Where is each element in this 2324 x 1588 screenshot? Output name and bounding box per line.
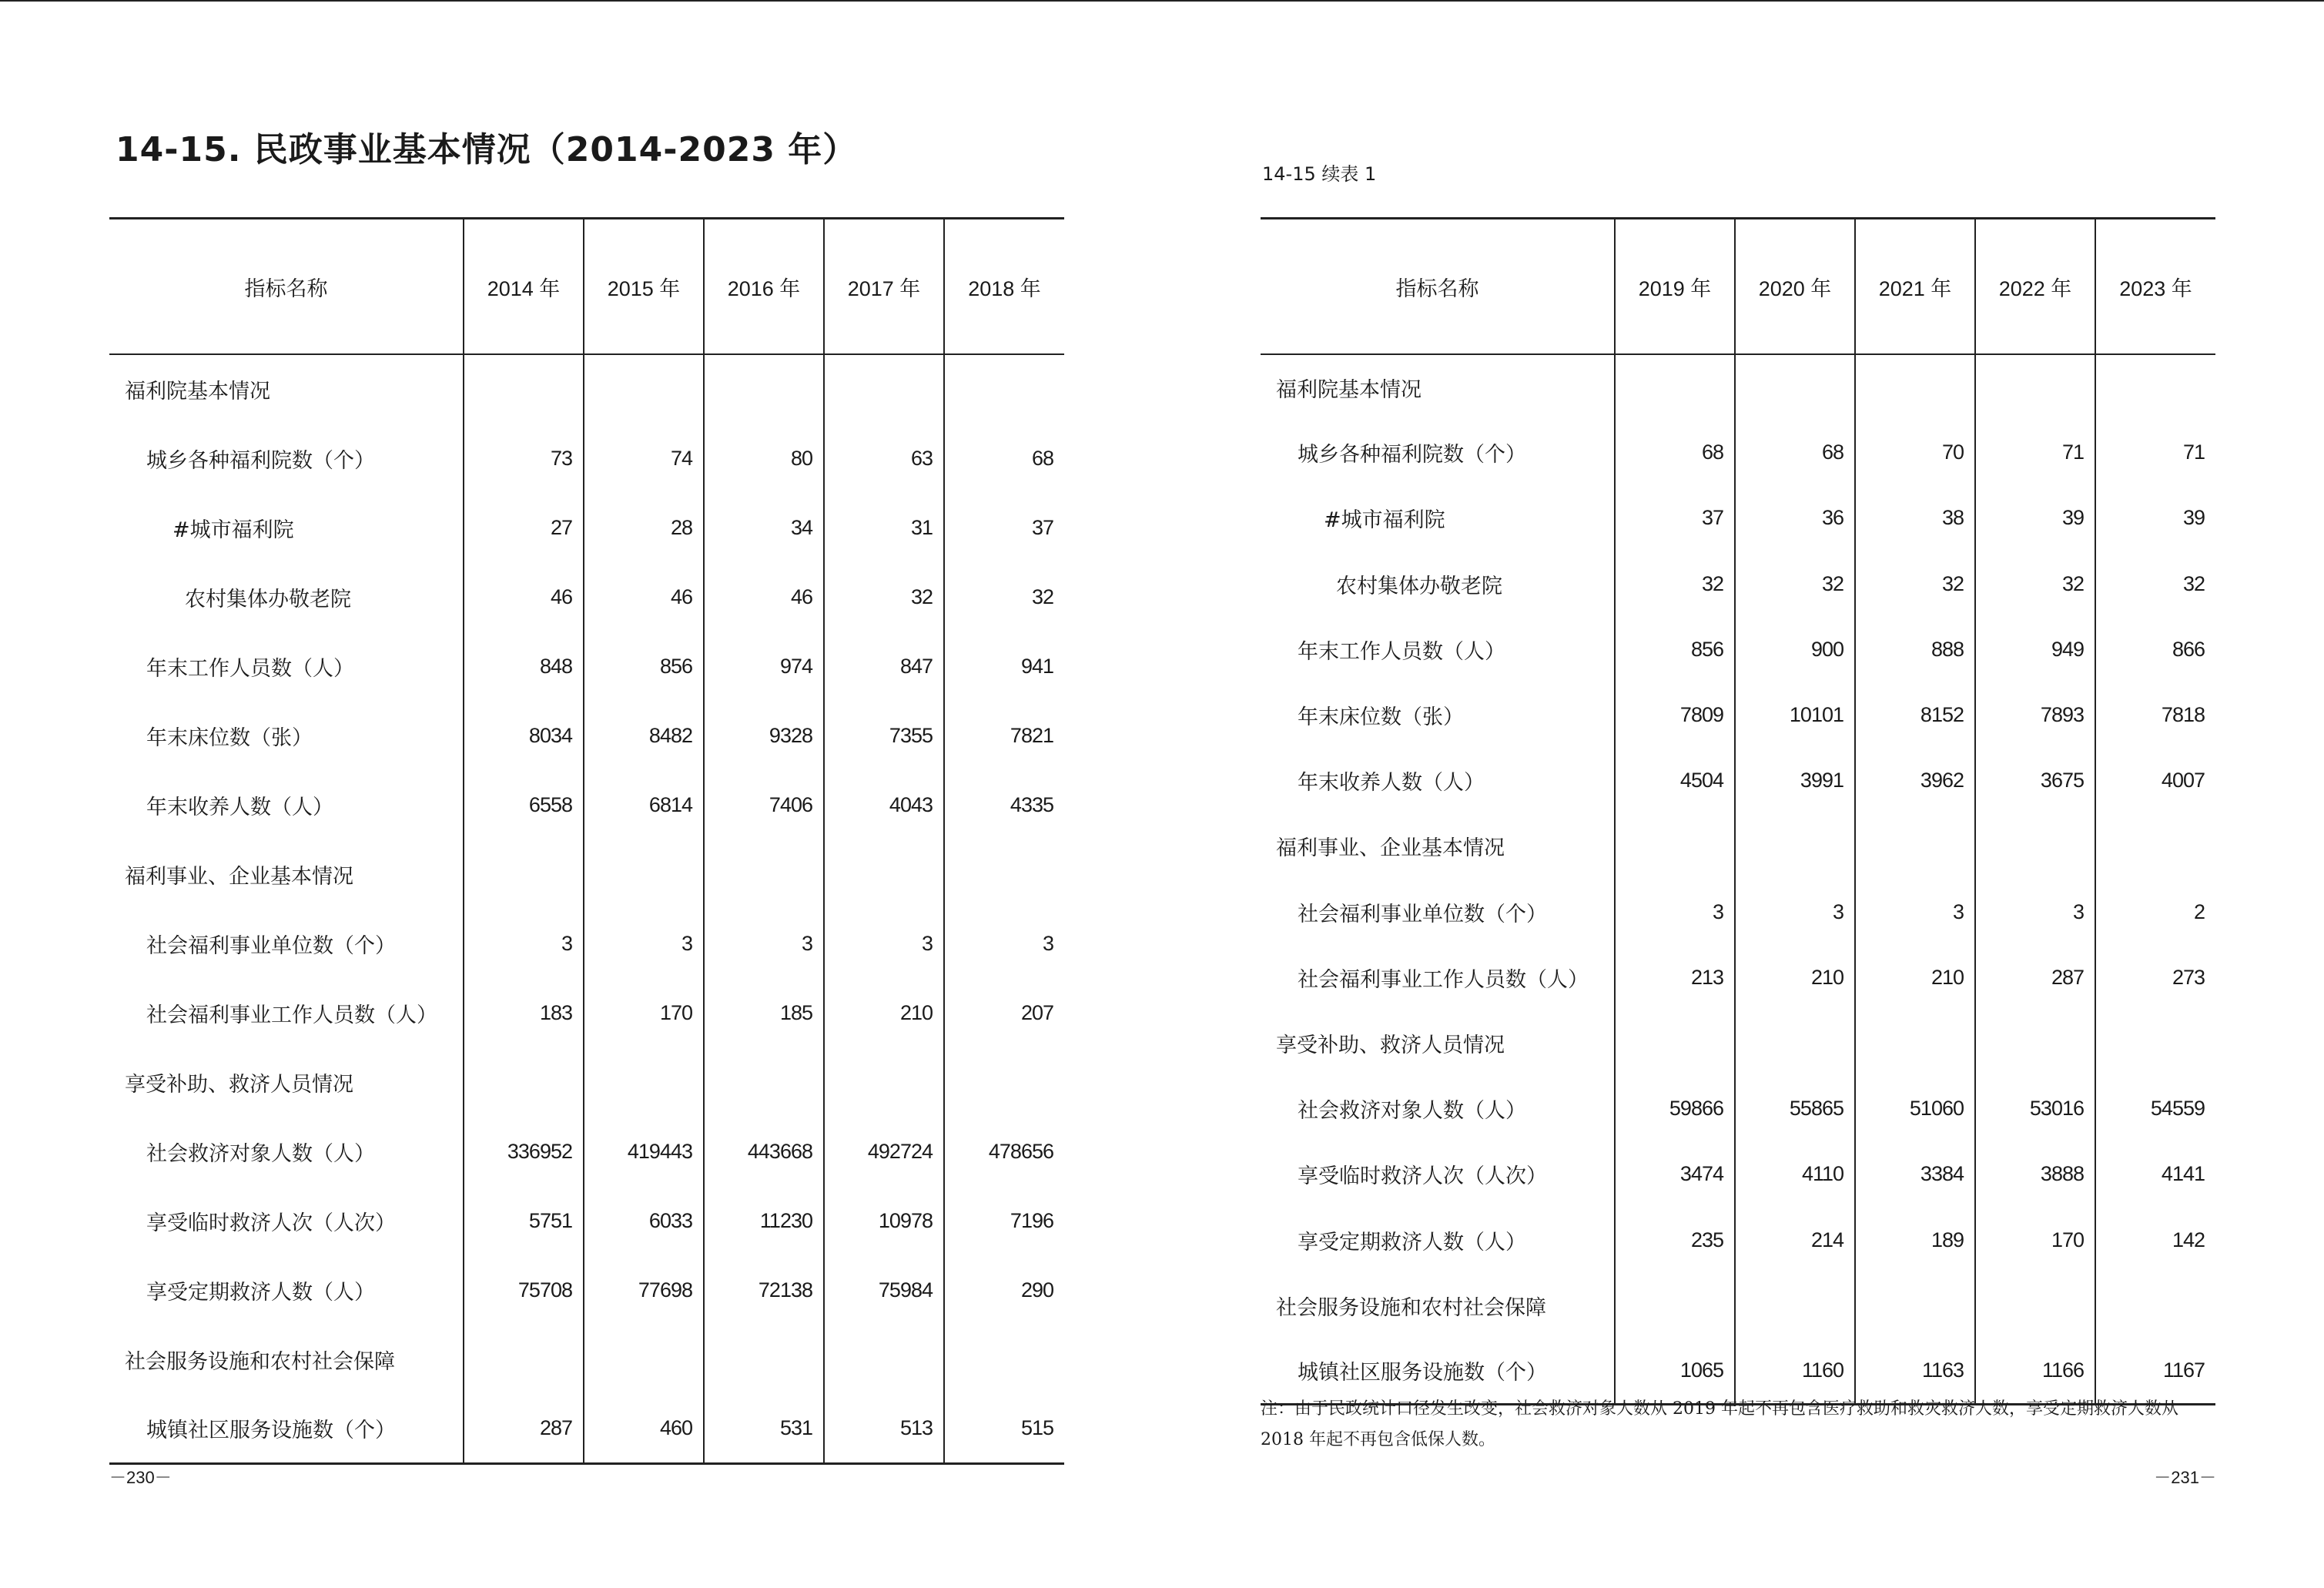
table-row xyxy=(109,770,1064,839)
value-cell: 37 xyxy=(944,493,1064,562)
section-heading: 福利事业、企业基本情况 xyxy=(1276,836,1505,861)
value-cell: 32 xyxy=(944,562,1064,632)
value-cell: 273 xyxy=(2095,945,2215,1010)
indicator-label: 年末床位数（张） xyxy=(1298,705,1464,730)
value-cell: 4335 xyxy=(944,770,1064,839)
value-cell: 8152 xyxy=(1855,682,1975,748)
value-cell: 68 xyxy=(1615,420,1735,485)
value-cell xyxy=(704,839,824,909)
section-heading: 社会服务设施和农村社会保障 xyxy=(125,1349,395,1374)
value-cell xyxy=(464,354,584,424)
value-cell: 7196 xyxy=(944,1186,1064,1255)
indicator-label: #城市福利院 xyxy=(172,518,294,542)
continuation-title: 14-15 续表 1 xyxy=(1262,163,1377,185)
value-cell: 531 xyxy=(704,1394,824,1463)
header-year: 2023 年 xyxy=(2095,219,2215,355)
value-cell: 7821 xyxy=(944,701,1064,770)
value-cell: 419443 xyxy=(584,1117,704,1186)
value-cell: 1163 xyxy=(1855,1338,1975,1404)
value-cell: 941 xyxy=(944,632,1064,701)
page-number: －230－ xyxy=(109,1468,172,1487)
value-cell xyxy=(1615,354,1735,420)
section-heading: 社会服务设施和农村社会保障 xyxy=(1276,1295,1546,1320)
value-cell: 68 xyxy=(944,424,1064,493)
value-cell: 75708 xyxy=(464,1255,584,1325)
indicator-label: 社会救济对象人数（人） xyxy=(146,1141,375,1166)
table-section-row xyxy=(1261,1010,2215,1076)
table-section-row xyxy=(1261,1273,2215,1338)
value-cell: 287 xyxy=(464,1394,584,1463)
value-cell: 36 xyxy=(1735,485,1855,551)
value-cell: 71 xyxy=(2095,420,2215,485)
table-row xyxy=(109,493,1064,562)
value-cell: 235 xyxy=(1615,1207,1735,1272)
header-year: 2022 年 xyxy=(1975,219,2095,355)
table-row xyxy=(109,1255,1064,1325)
header-indicator-name: 指标名称 xyxy=(1261,219,1615,355)
indicator-label: 社会福利事业单位数（个） xyxy=(146,933,396,958)
value-cell: 80 xyxy=(704,424,824,493)
indicator-label: 城镇社区服务设施数（个） xyxy=(146,1418,396,1442)
value-cell: 10978 xyxy=(824,1186,944,1255)
value-cell: 7809 xyxy=(1615,682,1735,748)
indicator-label: 农村集体办敬老院 xyxy=(185,587,351,611)
indicator-label: 年末收养人数（人） xyxy=(1298,771,1485,796)
value-cell: 28 xyxy=(584,493,704,562)
table-row xyxy=(109,632,1064,701)
value-cell xyxy=(944,1047,1064,1117)
table-section-row xyxy=(1261,813,2215,879)
value-cell xyxy=(704,1325,824,1394)
value-cell: 4141 xyxy=(2095,1141,2215,1207)
table-header-row xyxy=(1261,219,2215,355)
value-cell xyxy=(1735,354,1855,420)
value-cell: 32 xyxy=(1855,551,1975,617)
value-cell: 856 xyxy=(584,632,704,701)
value-cell: 32 xyxy=(1615,551,1735,617)
table-row xyxy=(1261,748,2215,813)
value-cell xyxy=(944,1325,1064,1394)
value-cell xyxy=(584,1047,704,1117)
value-cell xyxy=(464,839,584,909)
value-cell: 3 xyxy=(944,909,1064,978)
value-cell: 59866 xyxy=(1615,1076,1735,1141)
value-cell xyxy=(1975,813,2095,879)
value-cell: 513 xyxy=(824,1394,944,1463)
header-year: 2017 年 xyxy=(824,219,944,355)
value-cell: 63 xyxy=(824,424,944,493)
value-cell xyxy=(1735,1273,1855,1338)
value-cell: 7893 xyxy=(1975,682,2095,748)
value-cell: 3 xyxy=(1615,879,1735,945)
value-cell: 10101 xyxy=(1735,682,1855,748)
indicator-label: 城镇社区服务设施数（个） xyxy=(1298,1361,1547,1385)
value-cell: 53016 xyxy=(1975,1076,2095,1141)
table-row xyxy=(109,909,1064,978)
indicator-label: 城乡各种福利院数（个） xyxy=(1298,443,1526,467)
value-cell: 492724 xyxy=(824,1117,944,1186)
value-cell xyxy=(1735,813,1855,879)
table-section-row xyxy=(109,354,1064,424)
value-cell: 1065 xyxy=(1615,1338,1735,1404)
value-cell: 46 xyxy=(584,562,704,632)
table-row xyxy=(1261,682,2215,748)
section-heading: 享受补助、救济人员情况 xyxy=(125,1072,353,1097)
value-cell: 68 xyxy=(1735,420,1855,485)
header-year: 2016 年 xyxy=(704,219,824,355)
value-cell xyxy=(1855,813,1975,879)
value-cell: 2 xyxy=(2095,879,2215,945)
value-cell: 4043 xyxy=(824,770,944,839)
value-cell xyxy=(584,839,704,909)
table-body xyxy=(1261,354,2215,1404)
value-cell: 72138 xyxy=(704,1255,824,1325)
table-row xyxy=(109,1394,1064,1463)
indicator-label: 城乡各种福利院数（个） xyxy=(146,448,375,473)
table-header-row xyxy=(109,219,1064,355)
table-row xyxy=(109,424,1064,493)
value-cell: 32 xyxy=(1735,551,1855,617)
value-cell: 34 xyxy=(704,493,824,562)
table-row xyxy=(1261,617,2215,682)
value-cell: 51060 xyxy=(1855,1076,1975,1141)
value-cell: 46 xyxy=(464,562,584,632)
indicator-label: 社会福利事业工作人员数（人） xyxy=(1298,967,1589,992)
value-cell: 214 xyxy=(1735,1207,1855,1272)
value-cell: 3991 xyxy=(1735,748,1855,813)
table-section-row xyxy=(109,1047,1064,1117)
indicator-label: 社会救济对象人数（人） xyxy=(1298,1099,1526,1124)
value-cell: 70 xyxy=(1855,420,1975,485)
value-cell: 74 xyxy=(584,424,704,493)
indicator-label: 社会福利事业工作人员数（人） xyxy=(146,1003,437,1027)
section-heading: 福利事业、企业基本情况 xyxy=(125,864,353,889)
indicator-label: 年末床位数（张） xyxy=(146,725,313,750)
section-heading: 福利院基本情况 xyxy=(1276,377,1422,402)
header-year: 2015 年 xyxy=(584,219,704,355)
value-cell: 4110 xyxy=(1735,1141,1855,1207)
value-cell: 888 xyxy=(1855,617,1975,682)
header-year: 2014 年 xyxy=(464,219,584,355)
value-cell: 856 xyxy=(1615,617,1735,682)
value-cell: 3 xyxy=(464,909,584,978)
indicator-label: 享受临时救济人次（人次） xyxy=(146,1211,396,1235)
table-row xyxy=(1261,879,2215,945)
value-cell: 7355 xyxy=(824,701,944,770)
value-cell: 3474 xyxy=(1615,1141,1735,1207)
value-cell: 54559 xyxy=(2095,1076,2215,1141)
value-cell: 183 xyxy=(464,978,584,1047)
value-cell: 27 xyxy=(464,493,584,562)
value-cell: 75984 xyxy=(824,1255,944,1325)
table-row xyxy=(109,562,1064,632)
table-row xyxy=(1261,420,2215,485)
indicator-label: 享受临时救济人次（人次） xyxy=(1298,1164,1547,1189)
value-cell: 336952 xyxy=(464,1117,584,1186)
value-cell: 1166 xyxy=(1975,1338,2095,1404)
value-cell: 32 xyxy=(824,562,944,632)
table-section-row xyxy=(1261,354,2215,420)
value-cell: 3384 xyxy=(1855,1141,1975,1207)
table-body xyxy=(109,354,1064,1463)
table-footnote: 注：由于民政统计口径发生改变，社会救济对象人数从 2019 年起不再包含医疗救助和救灾救济人数，享受定期救济人数从 2018 年起不再包含低保人数。 xyxy=(1261,1399,2178,1449)
table-row xyxy=(1261,1076,2215,1141)
value-cell xyxy=(2095,813,2215,879)
value-cell: 1160 xyxy=(1735,1338,1855,1404)
indicator-label: 年末工作人员数（人） xyxy=(146,656,354,681)
section-heading: 享受补助、救济人员情况 xyxy=(1276,1033,1505,1057)
value-cell: 77698 xyxy=(584,1255,704,1325)
header-year: 2018 年 xyxy=(944,219,1064,355)
value-cell xyxy=(1855,1273,1975,1338)
indicator-label: 享受定期救济人数（人） xyxy=(1298,1230,1526,1255)
value-cell: 210 xyxy=(1855,945,1975,1010)
header-indicator-name: 指标名称 xyxy=(109,219,464,355)
value-cell xyxy=(704,1047,824,1117)
table-row xyxy=(1261,485,2215,551)
value-cell xyxy=(944,354,1064,424)
value-cell xyxy=(1615,1273,1735,1338)
value-cell: 189 xyxy=(1855,1207,1975,1272)
value-cell: 3 xyxy=(1975,879,2095,945)
value-cell xyxy=(824,354,944,424)
value-cell: 4504 xyxy=(1615,748,1735,813)
value-cell: 7818 xyxy=(2095,682,2215,748)
value-cell: 210 xyxy=(824,978,944,1047)
value-cell xyxy=(1615,813,1735,879)
value-cell: 142 xyxy=(2095,1207,2215,1272)
indicator-label: 享受定期救济人数（人） xyxy=(146,1280,375,1305)
indicator-label: 农村集体办敬老院 xyxy=(1336,574,1502,598)
table-row xyxy=(109,978,1064,1047)
page-title: 14-15. 民政事业基本情况（2014-2023 年） xyxy=(116,130,858,169)
value-cell: 848 xyxy=(464,632,584,701)
value-cell: 866 xyxy=(2095,617,2215,682)
stats-table-left xyxy=(109,217,1064,1465)
right-page xyxy=(1162,0,2324,1588)
value-cell: 287 xyxy=(1975,945,2095,1010)
table-row xyxy=(109,1186,1064,1255)
value-cell: 37 xyxy=(1615,485,1735,551)
value-cell: 3962 xyxy=(1855,748,1975,813)
value-cell xyxy=(584,1325,704,1394)
value-cell xyxy=(824,1325,944,1394)
value-cell: 32 xyxy=(1975,551,2095,617)
value-cell xyxy=(1975,1010,2095,1076)
indicator-label: #城市福利院 xyxy=(1324,508,1445,533)
table-row xyxy=(1261,945,2215,1010)
value-cell xyxy=(464,1325,584,1394)
value-cell: 460 xyxy=(584,1394,704,1463)
table-row xyxy=(1261,551,2215,617)
value-cell: 213 xyxy=(1615,945,1735,1010)
value-cell xyxy=(704,354,824,424)
value-cell: 3 xyxy=(704,909,824,978)
value-cell xyxy=(944,839,1064,909)
value-cell: 974 xyxy=(704,632,824,701)
value-cell: 1167 xyxy=(2095,1338,2215,1404)
value-cell xyxy=(1615,1010,1735,1076)
value-cell xyxy=(1855,1010,1975,1076)
value-cell: 3 xyxy=(824,909,944,978)
indicator-label: 年末工作人员数（人） xyxy=(1298,639,1505,664)
value-cell: 185 xyxy=(704,978,824,1047)
value-cell: 6814 xyxy=(584,770,704,839)
value-cell: 478656 xyxy=(944,1117,1064,1186)
value-cell: 38 xyxy=(1855,485,1975,551)
value-cell: 3 xyxy=(1735,879,1855,945)
value-cell: 207 xyxy=(944,978,1064,1047)
value-cell: 46 xyxy=(704,562,824,632)
value-cell: 39 xyxy=(2095,485,2215,551)
indicator-label: 社会福利事业单位数（个） xyxy=(1298,902,1547,926)
value-cell: 3675 xyxy=(1975,748,2095,813)
value-cell: 31 xyxy=(824,493,944,562)
header-year: 2021 年 xyxy=(1855,219,1975,355)
value-cell: 847 xyxy=(824,632,944,701)
value-cell: 210 xyxy=(1735,945,1855,1010)
value-cell: 71 xyxy=(1975,420,2095,485)
value-cell xyxy=(584,354,704,424)
value-cell: 9328 xyxy=(704,701,824,770)
table-section-row xyxy=(109,1325,1064,1394)
table-row xyxy=(109,701,1064,770)
value-cell: 7406 xyxy=(704,770,824,839)
value-cell: 290 xyxy=(944,1255,1064,1325)
value-cell: 5751 xyxy=(464,1186,584,1255)
value-cell: 170 xyxy=(584,978,704,1047)
value-cell: 3 xyxy=(1855,879,1975,945)
value-cell: 3888 xyxy=(1975,1141,2095,1207)
value-cell: 8482 xyxy=(584,701,704,770)
value-cell: 55865 xyxy=(1735,1076,1855,1141)
table-row xyxy=(1261,1207,2215,1272)
value-cell: 6033 xyxy=(584,1186,704,1255)
table-section-row xyxy=(109,839,1064,909)
value-cell xyxy=(2095,1273,2215,1338)
value-cell: 443668 xyxy=(704,1117,824,1186)
value-cell: 949 xyxy=(1975,617,2095,682)
value-cell xyxy=(1975,354,2095,420)
table-row xyxy=(1261,1141,2215,1207)
value-cell: 515 xyxy=(944,1394,1064,1463)
value-cell xyxy=(824,1047,944,1117)
stats-table-right xyxy=(1261,217,2215,1405)
value-cell: 170 xyxy=(1975,1207,2095,1272)
value-cell: 11230 xyxy=(704,1186,824,1255)
value-cell: 73 xyxy=(464,424,584,493)
section-heading: 福利院基本情况 xyxy=(125,380,270,404)
page-number: －231－ xyxy=(2154,1468,2216,1487)
table-row xyxy=(109,1117,1064,1186)
header-year: 2020 年 xyxy=(1735,219,1855,355)
value-cell xyxy=(1855,354,1975,420)
value-cell xyxy=(824,839,944,909)
value-cell: 32 xyxy=(2095,551,2215,617)
value-cell: 4007 xyxy=(2095,748,2215,813)
value-cell xyxy=(464,1047,584,1117)
value-cell xyxy=(2095,354,2215,420)
value-cell xyxy=(2095,1010,2215,1076)
value-cell: 3 xyxy=(584,909,704,978)
value-cell: 39 xyxy=(1975,485,2095,551)
value-cell: 900 xyxy=(1735,617,1855,682)
value-cell: 6558 xyxy=(464,770,584,839)
indicator-label: 年末收养人数（人） xyxy=(146,795,333,819)
value-cell xyxy=(1735,1010,1855,1076)
value-cell xyxy=(1975,1273,2095,1338)
header-year: 2019 年 xyxy=(1615,219,1735,355)
value-cell: 8034 xyxy=(464,701,584,770)
